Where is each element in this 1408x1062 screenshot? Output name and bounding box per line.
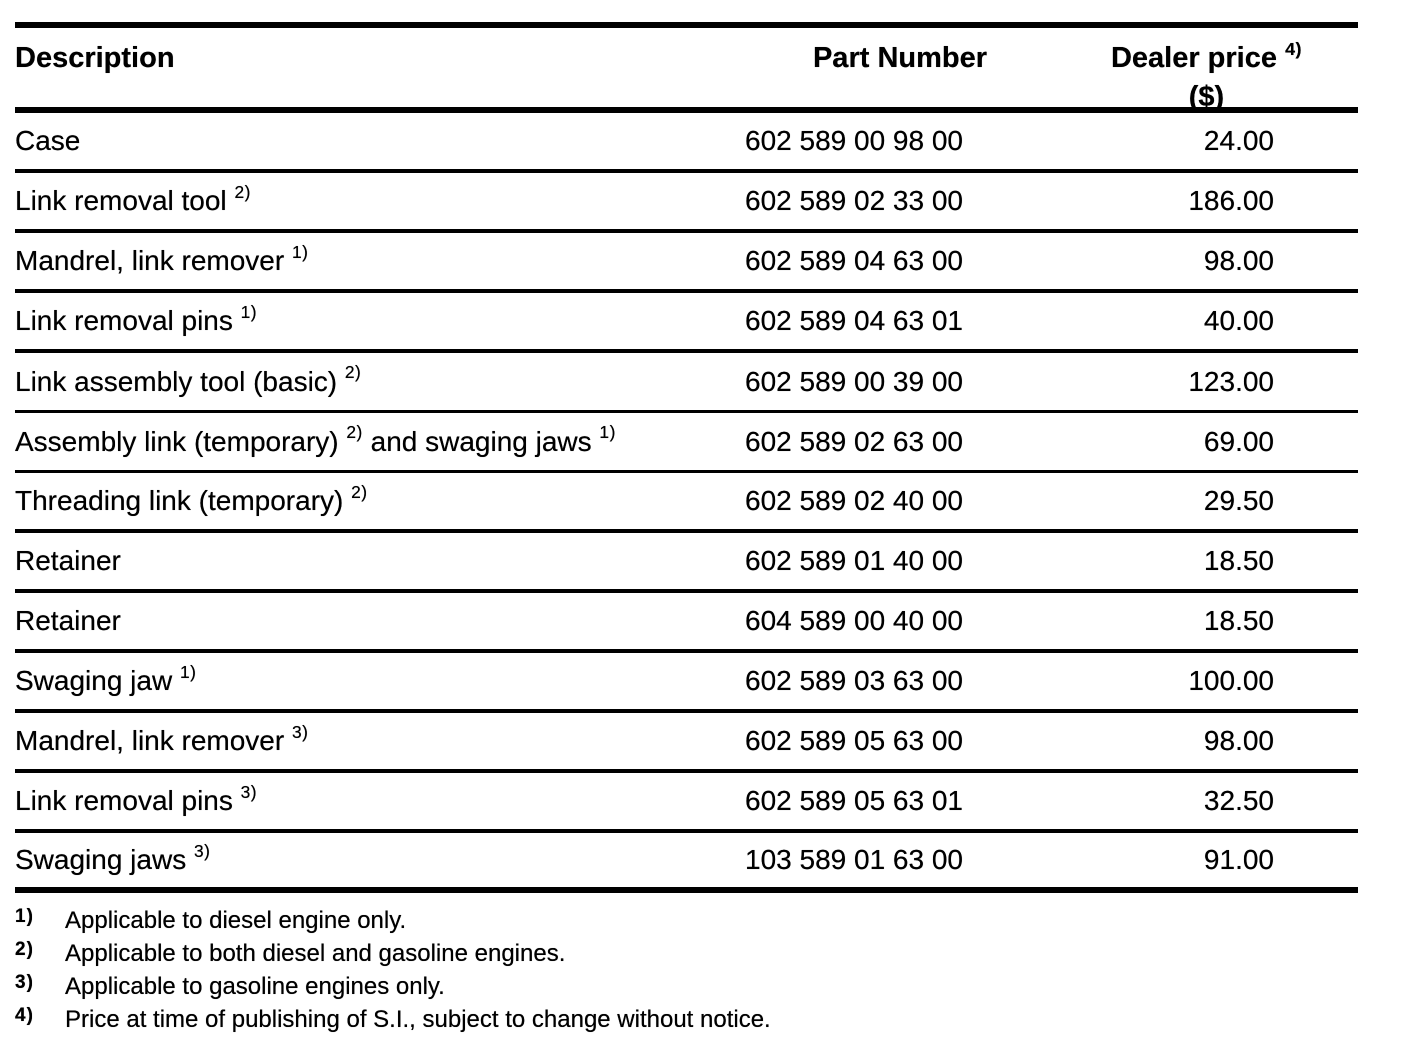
footnote-text: Applicable to gasoline engines only. (65, 973, 445, 1000)
table-row (15, 653, 1358, 713)
price-cell: 98.00 (1203, 725, 1274, 756)
part-number-cell: 602 589 04 63 00 (745, 245, 963, 276)
table-body (15, 113, 1358, 893)
table-row (15, 833, 1358, 893)
price-cell: 18.50 (1203, 605, 1274, 636)
description-cell: Retainer (15, 545, 121, 576)
price-cell: 69.00 (1203, 425, 1274, 457)
part-number-cell: 604 589 00 40 00 (745, 605, 963, 636)
footnote (15, 940, 1408, 973)
part-number-cell: 602 589 04 63 01 (745, 305, 963, 336)
table-row (15, 533, 1358, 593)
footnote-reference: 2) (234, 181, 251, 202)
part-number-cell: 602 589 00 39 00 (745, 365, 963, 397)
footnote (15, 1006, 1408, 1039)
description-cell: Link removal pins $^{1)}$ (15, 301, 258, 336)
table-row (15, 413, 1358, 473)
description-cell: Swaging jaw $^{1)}$ (15, 661, 197, 696)
table-header-row (15, 28, 1358, 114)
dealer-price-label: Dealer price $^{4)}$ (1110, 38, 1303, 74)
price-cell: 29.50 (1203, 485, 1274, 516)
footnote-reference: 2) (346, 422, 363, 443)
table-row (15, 293, 1358, 353)
price-cell: 40.00 (1203, 305, 1274, 336)
footnote-reference: 1) (179, 661, 197, 682)
price-cell: 100.00 (1188, 665, 1274, 696)
price-cell: 98.00 (1203, 245, 1274, 276)
part-number-cell: 602 589 00 98 00 (745, 125, 963, 156)
part-number-cell: 602 589 02 33 00 (745, 185, 963, 216)
part-number-cell: 602 589 02 63 00 (745, 425, 963, 457)
footnote (15, 907, 1408, 940)
description-cell: Link removal tool $^{2)}$ (15, 181, 251, 216)
footnote-text: Applicable to both diesel and gasoline engines. (65, 940, 566, 967)
part-number-cell: 602 589 05 63 01 (745, 785, 963, 816)
price-cell: 18.50 (1203, 545, 1274, 576)
description-cell: Threading link (temporary) $^{2)}$ (15, 481, 368, 516)
part-number-cell: 602 589 03 63 00 (745, 665, 963, 696)
footnote-marker: 3) (15, 972, 34, 993)
footnotes (15, 893, 1408, 1039)
table-row (15, 593, 1358, 653)
footnote-marker: 2) (15, 939, 34, 960)
part-number-cell: 602 589 02 40 00 (745, 485, 963, 516)
footnote-reference: 1) (240, 301, 258, 322)
table-row (15, 473, 1358, 533)
footnote-reference: 2) (344, 362, 362, 383)
table-row (15, 173, 1358, 233)
part-number-cell: 602 589 05 63 00 (745, 725, 963, 756)
part-number-cell: 103 589 01 63 00 (745, 844, 963, 875)
footnote-reference: 2) (351, 481, 368, 502)
description-cell: Assembly link (temporary) $^{2)}$ and swaging jaws $^{1)}$ (15, 422, 616, 457)
footnote-marker: 1) (15, 906, 34, 927)
dealer-price-unit: ($) (1188, 81, 1225, 114)
description-cell: Mandrel, link remover $^{3)}$ (15, 721, 309, 756)
price-cell: 186.00 (1188, 185, 1274, 216)
description-cell: Mandrel, link remover $^{1)}$ (15, 241, 309, 276)
footnote-reference: 1) (599, 422, 616, 443)
table-row (15, 773, 1358, 833)
footnote-reference: 3) (291, 721, 309, 742)
part-number-cell: 602 589 01 40 00 (745, 545, 963, 576)
footnote-text: Price at time of publishing of S.I., subject to change without notice. (65, 1006, 771, 1033)
description-cell: Swaging jaws $^{3)}$ (15, 840, 211, 875)
footnote-reference: 1) (291, 241, 309, 262)
column-header-part-number: Part Number (812, 42, 988, 74)
dealer-price-footnote-ref: 4) (1285, 38, 1303, 59)
price-cell: 32.50 (1203, 785, 1274, 816)
description-cell: Link assembly tool (basic) $^{2)}$ (15, 362, 362, 397)
price-cell: 91.00 (1203, 844, 1274, 875)
price-cell: 24.00 (1203, 125, 1274, 156)
footnote-text: Applicable to diesel engine only. (65, 907, 407, 934)
table-row (15, 233, 1358, 293)
footnote-reference: 3) (193, 840, 211, 861)
footnote (15, 973, 1408, 1006)
column-header-dealer-price (1055, 38, 1358, 114)
description-cell: Link removal pins $^{3)}$ (15, 781, 258, 816)
table-row (15, 713, 1358, 773)
table-row (15, 353, 1358, 413)
footnote-reference: 3) (240, 781, 258, 802)
footnote-marker: 4) (15, 1005, 34, 1026)
price-cell: 123.00 (1188, 365, 1274, 397)
description-cell: Retainer (15, 605, 121, 636)
table-row (15, 113, 1358, 173)
description-cell: Case (15, 125, 81, 156)
table (15, 22, 1358, 893)
column-header-description: Description (15, 42, 175, 74)
